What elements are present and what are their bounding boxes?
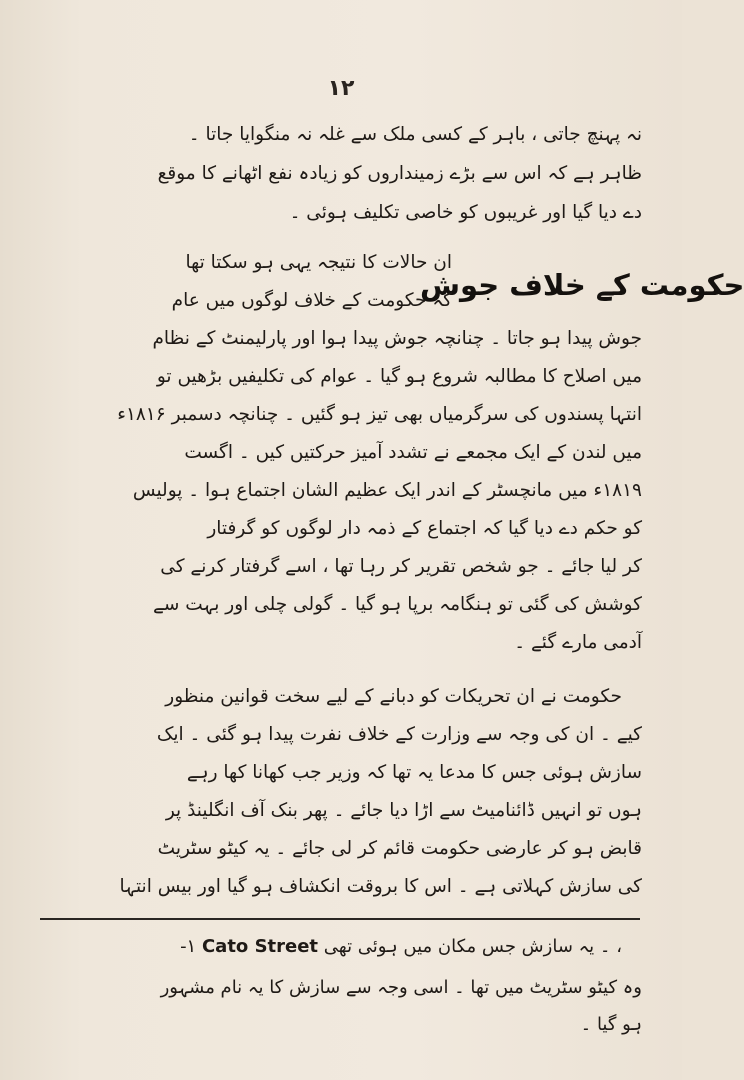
paragraph-line: ہوں تو انہیں ڈائنامیٹ سے اڑا دیا جائے ۔ پھر بنک آف انگلینڈ پر [165, 800, 642, 821]
footnote-line: ہو گیا ۔ [580, 1014, 642, 1035]
page-number: ۱۲ [327, 76, 355, 101]
paragraph-line: کیے ۔ ان کی وجہ سے وزارت کے خلاف نفرت پیدا ہو گئی ۔ ایک [156, 724, 642, 745]
section-heading: حکومت کے خلاف جوش [420, 268, 744, 302]
footnote-line [180, 934, 622, 960]
paragraph-line: ان حالات کا نتیجہ یہی ہو سکتا تھا [185, 252, 452, 273]
paragraph-line: کر لیا جائے ۔ جو شخص تقریر کر رہا تھا ، اسے گرفتار کرنے کی [160, 556, 642, 577]
paragraph-line: قابض ہو کر عارضی حکومت قائم کر لی جائے ۔ یہ کیٹو سٹریٹ [157, 838, 642, 859]
paragraph-line: نہ پہنچ جاتی ، باہر کے کسی ملک سے غلہ نہ منگوایا جاتا ۔ [188, 124, 642, 145]
paragraph-line: میں لندن کے ایک مجمعے نے تشدد آمیز حرکتیں کیں ۔ اگست [184, 442, 642, 463]
paragraph-line: ۱۸۱۹ء میں مانچسٹر کے اندر ایک عظیم الشان اجتماع ہوا ۔ پولیس [132, 480, 642, 501]
paragraph-line: حکومت نے ان تحریکات کو دبانے کے لیے سخت قوانین منظور [165, 686, 622, 707]
paragraph-line: کہ حکومت کے خلاف لوگوں میں عام [171, 290, 452, 311]
paragraph-line: انتہا پسندوں کی سرگرمیاں بھی تیز ہو گئیں ۔ چنانچہ دسمبر ۱۸۱۶ء [117, 404, 642, 425]
footnote-text: ۔ یہ سازش جس مکان میں ہوئی تھی ، [323, 936, 622, 957]
footnote-number: -۱ [180, 936, 197, 957]
footnote-divider [40, 918, 640, 920]
paragraph-line: کی سازش کہلاتی ہے ۔ اس کا بروقت انکشاف ہو گیا اور بیس انتہا [119, 876, 642, 897]
paragraph-line: ظاہر ہے کہ اس سے بڑے زمینداروں کو زیادہ نفع اٹھانے کا موقع [157, 163, 642, 184]
footnote-line: وہ کیٹو سٹریٹ میں تھا ۔ اسی وجہ سے سازش کا یہ نام مشہور [160, 977, 642, 998]
footnote-term: Cato Street [201, 936, 319, 957]
paragraph-line: دے دیا گیا اور غریبوں کو خاصی تکلیف ہوئی ۔ [289, 202, 642, 223]
paragraph-line: کوشش کی گئی تو ہنگامہ برپا ہو گیا ۔ گولی چلی اور بہت سے [153, 594, 642, 615]
paragraph-line: آدمی مارے گئے ۔ [514, 632, 642, 653]
paragraph-line: میں اصلاح کا مطالبہ شروع ہو گیا ۔ عوام کی تکلیفیں بڑھیں تو [156, 366, 642, 387]
paragraph-line: جوش پیدا ہو جاتا ۔ چنانچہ جوش پیدا ہوا اور پارلیمنٹ کے نظام [152, 328, 642, 349]
paragraph-line: سازش ہوئی جس کا مدعا یہ تھا کہ وزیر جب کھانا کھا رہے [186, 762, 642, 783]
paragraph-line: کو حکم دے دیا گیا کہ اجتماع کے ذمہ دار لوگوں کو گرفتار [207, 518, 642, 539]
